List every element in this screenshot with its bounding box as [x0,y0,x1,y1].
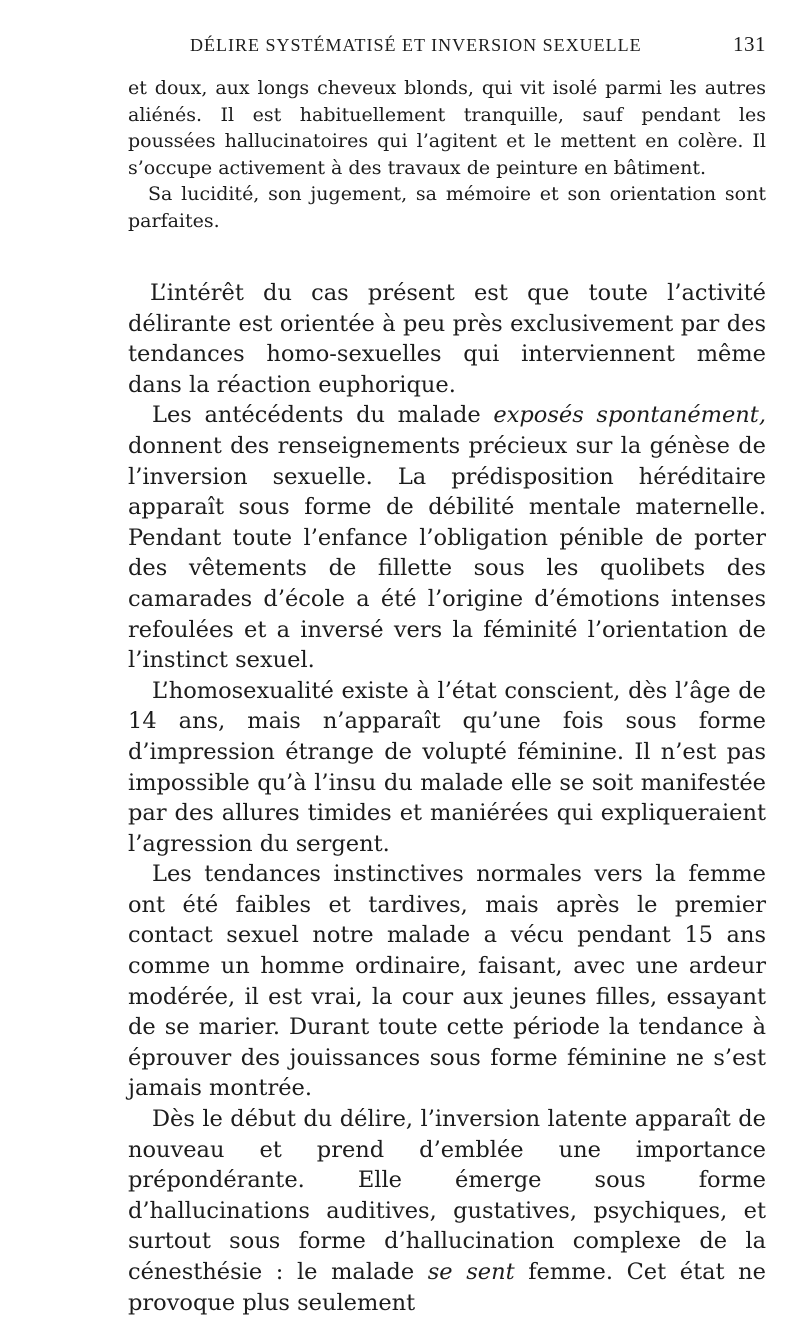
running-head [128,32,766,57]
case-notes-paragraph-2: Sa lucidité, son jugement, sa mémoire et son orientation sont parfaites. [128,183,766,232]
case-notes [128,75,766,234]
running-title: DÉLIRE SYSTÉMATISÉ ET INVERSION SEXUELLE [190,35,642,55]
page-number: 131 [733,32,766,56]
p2-text-before: Les antécédents du malade [152,402,494,429]
commentary-paragraph-5 [128,1104,766,1318]
p5-text-before: Dès le début du délire, l’inversion latente apparaît de nouveau et prend d’emblée une importance prépondérante. Elle émerge sous forme d’hallucinations auditives, gustatives, psychiques, et surtout sous forme d’hallucination complexe de la cénesthésie : le malade [128,1106,766,1285]
commentary-paragraph-2 [128,400,766,675]
commentary-paragraph-3: L’homosexualité existe à l’état conscient, dès l’âge de 14 ans, mais n’apparaît qu’une fois sous forme d’impression étrange de volupté féminine. Il n’est pas impossible qu’à l’insu du malade elle se soit manifestée par des allures timides et maniérées qui expliqueraient l’agression du sergent. [128,677,766,857]
p2-text-after: donnent des renseignements précieux sur la génèse de l’inversion sexuelle. La prédisposition héréditaire apparaît sous forme de débilité mentale maternelle. Pendant toute l’enfance l’obligation pénible de porter des vêtements de fillette sous les quolibets des camarades d’école a été l’origine d’émotions intenses refoulées et a inversé vers la féminité l’orientation de l’instinct sexuel. [128,432,766,674]
p5-text-after: femme. Cet état ne provoque plus seulement [128,1259,766,1316]
section-gap [128,234,766,278]
commentary-paragraph-1: L’intérêt du cas présent est que toute l’activité délirante est orientée à peu près exclusivement par des tendances homo-sexuelles qui interviennent même dans la réaction euphorique. [128,280,766,398]
case-notes-paragraph-1: et doux, aux longs cheveux blonds, qui vit isolé parmi les autres aliénés. Il est habituellement tranquille, sauf pendant les poussées hallucinatoires qui l’agitent et le mettent en colère. Il s’occupe activement à des travaux de peinture en bâtiment. [128,77,766,179]
commentary-paragraph-4: Les tendances instinctives normales vers la femme ont été faibles et tardives, mais après le premier contact sexuel notre malade a vécu pendant 15 ans comme un homme ordinaire, faisant, avec une ardeur modérée, il est vrai, la cour aux jeunes filles, essayant de se marier. Durant toute cette période la tendance à éprouver des jouissances sous forme féminine ne s’est jamais montrée. [128,861,766,1102]
commentary [128,278,766,1318]
p2-emphasis: exposés spontanément, [493,402,766,429]
p5-emphasis: se sent [427,1259,515,1285]
